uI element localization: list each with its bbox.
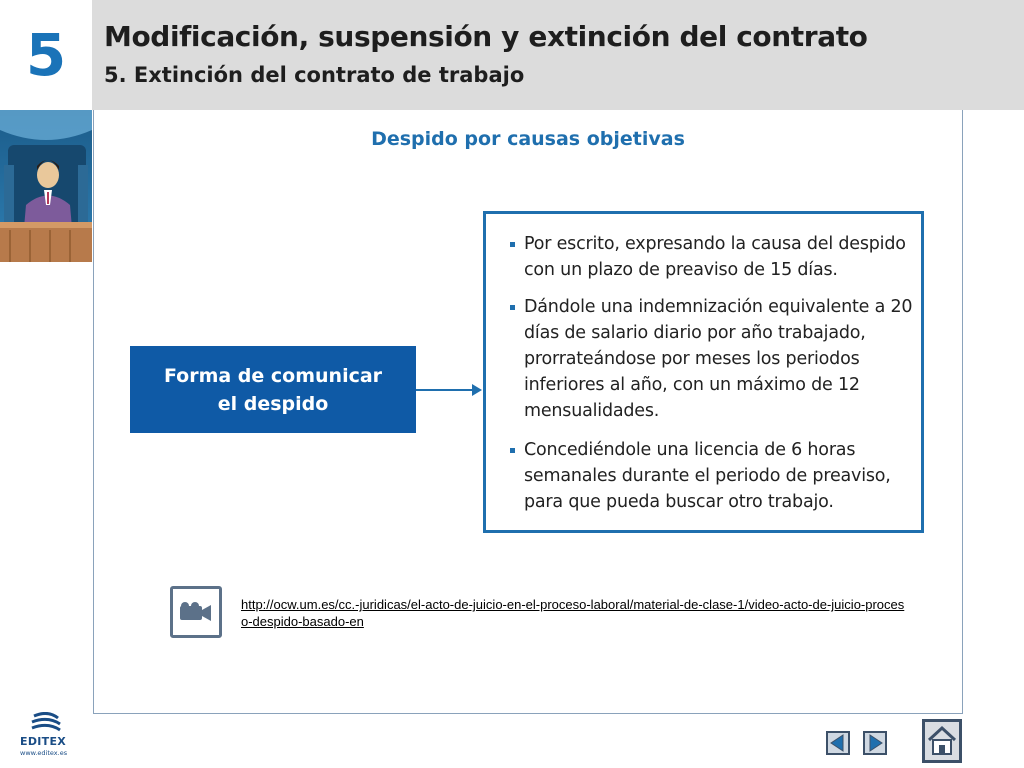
arrow-right-icon [416,380,486,400]
header-bar [92,0,1024,110]
diagram-box-line-2: el despido [217,392,329,415]
list-item [524,437,924,515]
previous-icon [828,733,848,753]
home-button[interactable] [922,719,962,763]
next-icon [865,733,885,753]
list-item-text: Concediéndole una licencia de 6 horas semanales durante el periodo de preaviso, para que pueda buscar otro trabajo. [524,440,891,512]
page-subtitle: 5. Extinción del contrato de trabajo [104,63,525,87]
next-button[interactable] [863,731,887,755]
page-title: Modificación, suspensión y extinción del contrato [104,20,868,53]
list-item-text: Por escrito, expresando la causa del despido con un plazo de preaviso de 15 días. [524,234,906,280]
chapter-number: 5 [25,21,67,89]
diagram-box-line-1: Forma de comunicar [163,364,383,387]
bullet-icon [510,305,515,310]
logo-url: www.editex.es [20,749,68,757]
bullet-icon [510,448,515,453]
list-item [524,231,924,283]
section-title: Despido por causas objetivas [371,128,685,150]
video-camera-icon[interactable] [170,586,222,638]
courtroom-judge-illustration [0,110,92,262]
bullet-icon [510,242,515,247]
diagram-list-box [483,211,924,533]
diagram-source-box [130,346,416,433]
list-item-text: Dándole una indemnización equivalente a 20 días de salario diario por año trabajado, prorrateándose por meses los periodos inferiores al año, con un máximo de 12 mensualidades. [524,297,913,421]
list-item [524,294,924,424]
video-link[interactable]: http://ocw.um.es/cc.-juridicas/el-acto-de-juicio-en-el-proceso-laboral/material-de-clase-1/video-acto-de-juicio-proceso-despido-basado-en [241,597,905,629]
previous-button[interactable] [826,731,850,755]
home-icon [925,722,959,760]
logo-text: EDITEX [20,735,67,748]
